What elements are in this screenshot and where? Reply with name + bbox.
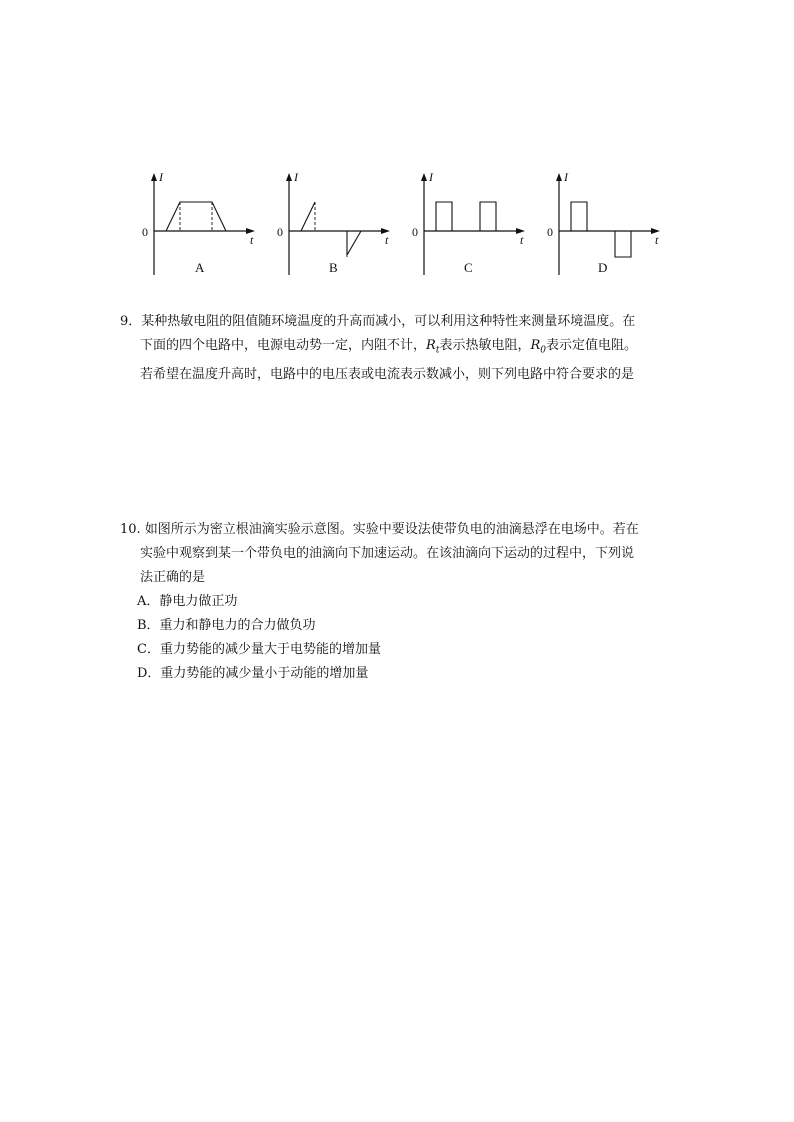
graph-b-x-label: t bbox=[385, 233, 389, 247]
graph-a-origin: 0 bbox=[142, 225, 148, 239]
question-9-line-2-part-c: 表示定值电阻。 bbox=[545, 338, 637, 353]
graph-d-x-label: t bbox=[655, 233, 659, 247]
symbol-rt: $R_t$ bbox=[426, 338, 440, 356]
question-9-line-2-part-b: 表示热敏电阻， bbox=[439, 338, 531, 353]
question-9-line-1: 9．某种热敏电阻的阻值随环境温度的升高而减小，可以利用这种特性来测量环境温度。在 bbox=[120, 314, 636, 329]
symbol-r0: $R_0$ bbox=[530, 338, 546, 356]
graph-d-origin: 0 bbox=[547, 225, 553, 239]
graph-a-y-label: I bbox=[159, 170, 163, 184]
graph-d bbox=[545, 165, 665, 285]
graph-c-caption: C bbox=[464, 260, 473, 275]
question-10-option-d: D．重力势能的减少量小于动能的增加量 bbox=[137, 666, 369, 681]
graph-c-y-label: I bbox=[429, 170, 433, 184]
graph-options-row bbox=[130, 165, 670, 285]
question-9-line-2-part-a: 下面的四个电路中，电源电动势一定，内阻不计， bbox=[140, 338, 427, 353]
graph-c bbox=[410, 165, 530, 285]
graph-b-caption: B bbox=[329, 260, 338, 275]
question-10-line-1: 10. 如图所示为密立根油滴实验示意图。实验中要设法使带负电的油滴悬浮在电场中。若在 bbox=[120, 522, 639, 537]
question-10-line-2: 实验中观察到某一个带负电的油滴向下加速运动。在该油滴向下运动的过程中，下列说 bbox=[140, 546, 635, 561]
question-10-option-c: C．重力势能的减少量大于电势能的增加量 bbox=[137, 642, 381, 657]
graph-d-caption: D bbox=[598, 260, 608, 275]
graph-d-y-label: I bbox=[564, 170, 568, 184]
graph-a-x-label: t bbox=[250, 233, 254, 247]
graph-c-origin: 0 bbox=[412, 225, 418, 239]
graph-a-caption: A bbox=[195, 260, 205, 275]
graph-a bbox=[140, 165, 260, 285]
graph-c-x-label: t bbox=[520, 233, 524, 247]
question-10 bbox=[120, 518, 639, 590]
graph-b bbox=[275, 165, 395, 285]
graph-b-origin: 0 bbox=[277, 225, 283, 239]
question-9-line-3: 若希望在温度升高时，电路中的电压表或电流表示数减小，则下列电路中符合要求的是 bbox=[140, 366, 635, 382]
graph-b-y-label: I bbox=[294, 170, 298, 184]
question-9 bbox=[120, 310, 637, 387]
question-10-option-a: A．静电力做正功 bbox=[137, 594, 238, 609]
question-10-option-b: B．重力和静电力的合力做负功 bbox=[137, 618, 316, 633]
question-10-line-3: 法正确的是 bbox=[140, 570, 206, 585]
question-9-line-2 bbox=[120, 334, 637, 363]
